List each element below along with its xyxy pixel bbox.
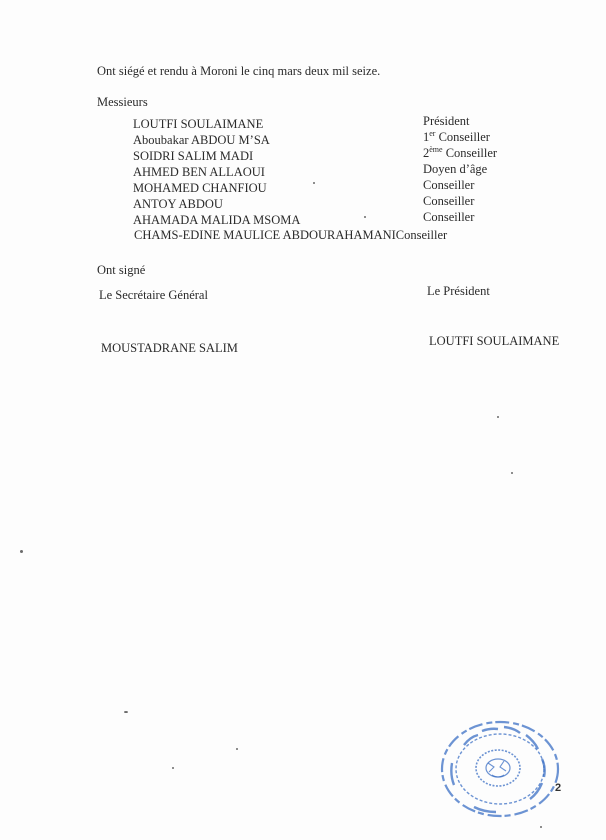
scan-speck [313,182,315,184]
president-title: Le Président [427,284,490,298]
messieurs-label: Messieurs [97,95,148,109]
member-role-text: 2 [423,146,430,160]
member-name: AHAMADA MALIDA MSOMA [133,213,301,227]
secretary-general-name: MOUSTADRANE SALIM [101,341,238,355]
scan-speck [540,826,542,828]
scan-speck [236,748,238,750]
member-name: Aboubakar ABDOU M’SA [133,133,270,147]
member-name: LOUTFI SOULAIMANE [133,117,264,131]
official-seal-stamp [434,715,564,820]
member-role [423,130,490,144]
member-role-text: 1 [423,130,430,144]
scan-speck [511,472,513,474]
member-name: SOIDRI SALIM MADI [133,149,254,163]
member-role-text: Conseiller [423,210,475,224]
member-role [423,194,474,208]
member-role-text: Conseiller [423,178,475,192]
member-role-text: Doyen d’âge [423,162,488,176]
member-role-suffix: Conseiller [442,146,498,160]
member-name-and-role: CHAMS-EDINE MAULICE ABDOURAHAMANIConseiller [134,228,448,242]
scan-speck [20,550,23,553]
member-role [423,114,470,128]
member-role [423,162,487,176]
member-role-suffix: Conseiller [435,130,490,144]
member-role-superscript: ème [429,144,443,154]
member-name: AHMED BEN ALLAOUI [133,165,265,179]
member-role-superscript: er [429,128,436,138]
member-role [423,146,497,160]
member-role [423,178,474,192]
president-name: LOUTFI SOULAIMANE [429,334,560,348]
member-name: ANTOY ABDOU [133,197,223,211]
ont-signe-label: Ont signé [97,263,146,277]
scan-speck [364,216,366,218]
member-role-text: Président [423,114,470,128]
member-role-text: Conseiller [423,194,475,208]
member-role [423,210,474,224]
scan-speck [497,416,499,418]
member-name: MOHAMED CHANFIOU [133,181,267,195]
page-number: 2 [555,782,562,794]
scan-speck [172,767,174,769]
scan-speck [124,711,128,713]
intro-sentence: Ont siégé et rendu à Moroni le cinq mars deux mil seize. [97,64,381,78]
secretary-general-title: Le Secrétaire Général [99,288,208,302]
